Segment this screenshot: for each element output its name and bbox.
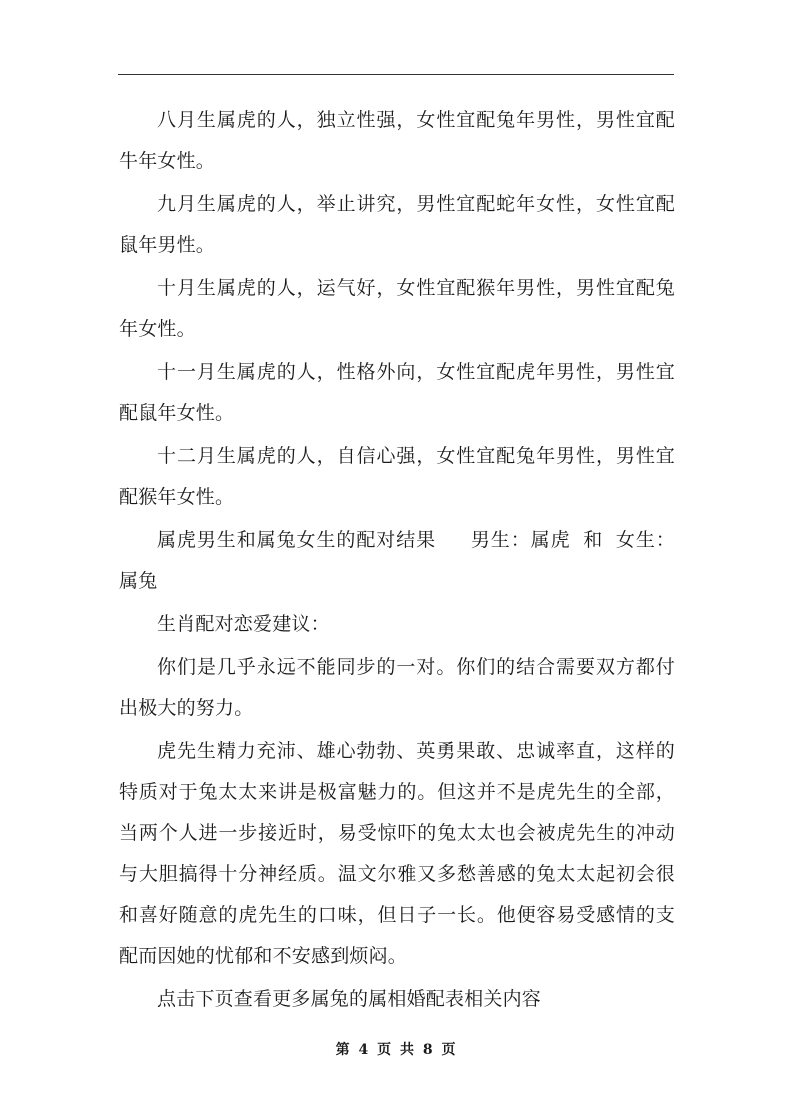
advice-heading: 生肖配对恋爱建议： (157, 613, 330, 635)
footer-label-unit-2: 页 (441, 1042, 457, 1058)
paragraph-november: 十一月生属虎的人，性格外向，女性宜配虎年男性，男性宜配鼠年女性。 (119, 361, 675, 424)
more-content-link[interactable]: 点击下页查看更多属兔的属相婚配表相关内容 (157, 988, 542, 1010)
advice-paragraph-2: 虎先生精力充沛、雄心勃勃、英勇果敢、忠诚率直，这样的特质对于兔太太来讲是极富魅力的。但这并不是虎先生的全部，当两个人进一步接近时，易受惊吓的兔太太也会被虎先生的冲动与大胆搞得十分神经质。温文尔雅又多愁善感的兔太太起初会很和喜好随意的虎先生的口味，但日子一长。他便容易受感情的支配而因她的忧郁和不安感到烦闷。 (119, 740, 675, 967)
match-connector: 和 (582, 529, 604, 551)
match-result-heading (119, 520, 675, 602)
paragraph-september: 九月生属虎的人，举止讲究，男性宜配蛇年女性，女性宜配鼠年男性。 (119, 193, 675, 256)
paragraph-october: 十月生属虎的人，运气好，女性宜配猴年男性，男性宜配兔年女性。 (119, 277, 675, 340)
match-male: 男生：属虎 (470, 529, 571, 551)
advice-paragraph-1: 你们是几乎永远不能同步的一对。你们的结合需要双方都付出极大的努力。 (119, 656, 675, 719)
footer-label-unit: 页 (377, 1042, 393, 1058)
footer-current-page: 4 (358, 1042, 370, 1058)
paragraph-december: 十二月生属虎的人，自信心强，女性宜配兔年男性，男性宜配猴年女性。 (119, 445, 675, 508)
document-body (119, 100, 675, 1022)
match-result-title: 属虎男生和属兔女生的配对结果 (157, 529, 437, 551)
footer-label-page: 第 (335, 1042, 351, 1058)
match-female: 女生：属兔 (119, 529, 675, 592)
page-footer (0, 1039, 792, 1059)
header-rule (118, 74, 674, 75)
footer-label-total: 共 (399, 1042, 415, 1058)
paragraph-august: 八月生属虎的人，独立性强，女性宜配兔年男性，男性宜配牛年女性。 (119, 109, 675, 172)
footer-total-pages: 8 (422, 1042, 434, 1058)
